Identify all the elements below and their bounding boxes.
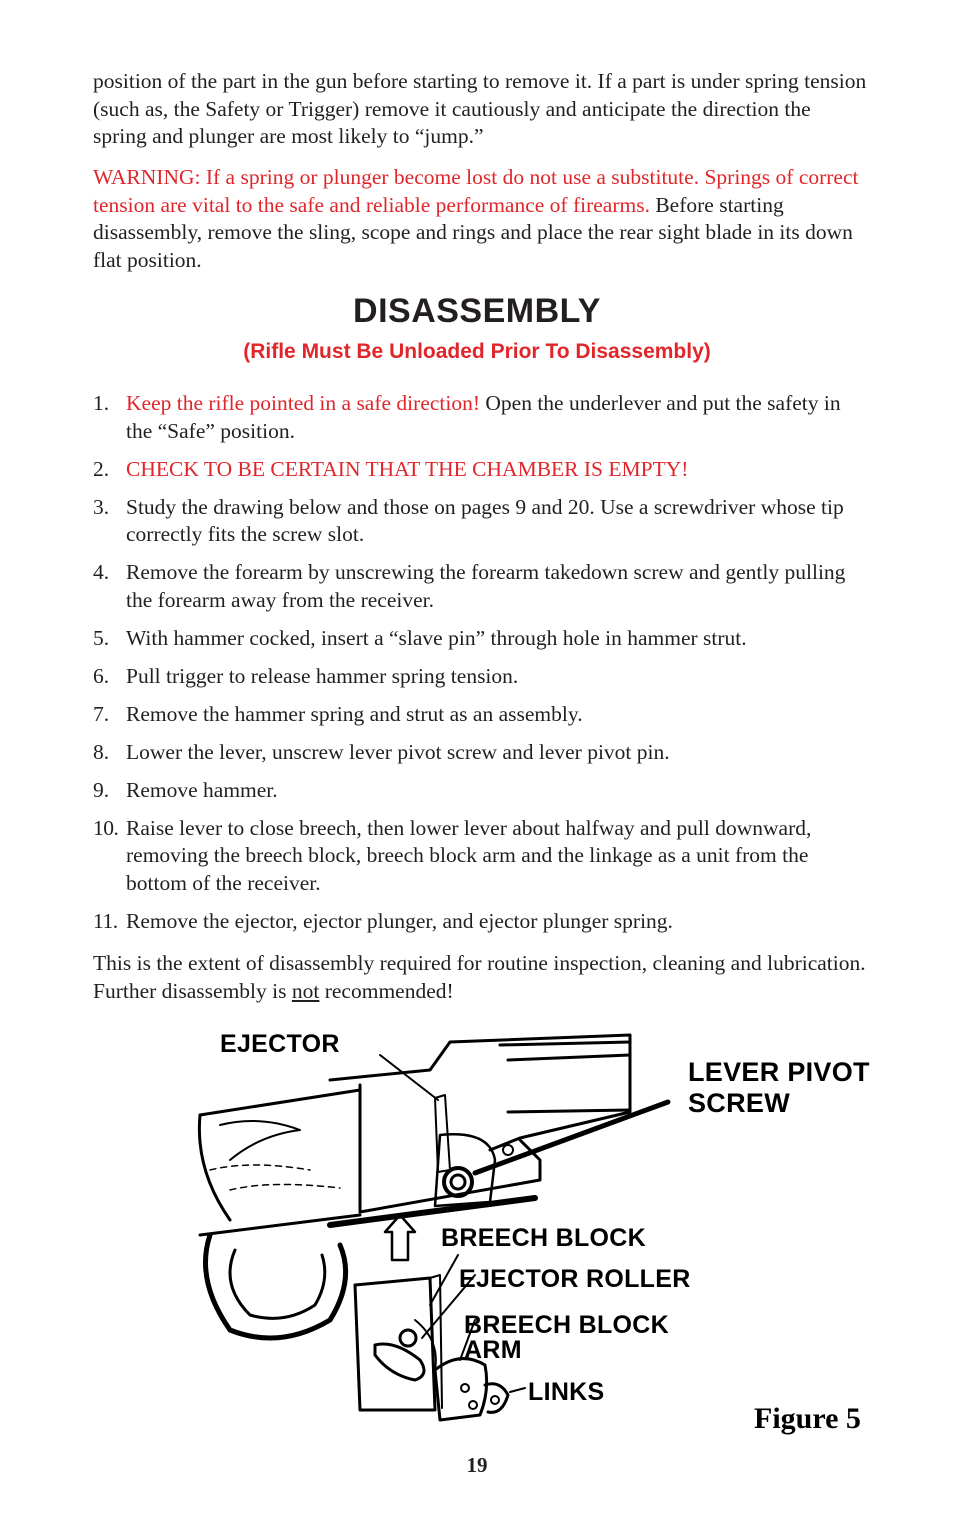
step-text: Open the underlever and put the safety in the “Safe” position.: [126, 391, 841, 443]
label-links: LINKS: [528, 1378, 605, 1406]
step-6: [93, 663, 868, 691]
page-number: 19: [466, 1453, 488, 1477]
step-number: 10.: [93, 815, 119, 840]
label-breech-block-arm: BREECH BLOCK ARM: [464, 1311, 669, 1364]
step-text: With hammer cocked, insert a “slave pin” through hole in hammer strut.: [126, 625, 747, 650]
step-number: 5.: [93, 625, 110, 650]
warning-text: WARNING: If a spring or plunger become lost do not use a substitute. Springs of correct tension are vital to the safe and reliable performance of firearms.: [93, 165, 859, 217]
up-arrow-icon: [385, 1215, 415, 1260]
warning-paragraph: [93, 164, 868, 274]
step-7: [93, 701, 868, 729]
closing-paragraph: [93, 950, 868, 1005]
step-number: 1.: [93, 391, 110, 415]
lever-loop: [206, 1235, 346, 1338]
step-8: [93, 739, 868, 767]
disassembly-steps: [93, 390, 868, 946]
section-title: DISASSEMBLY: [353, 292, 601, 330]
label-ejector-roller: EJECTOR ROLLER: [459, 1265, 691, 1293]
step-text: Remove the forearm by unscrewing the forearm takedown screw and gently pulling the forearm away from the receiver.: [126, 560, 846, 612]
closing-text: This is the extent of disassembly required for routine inspection, cleaning and lubrication. Further disassembly is: [93, 951, 866, 1003]
label-lever-pivot-screw: LEVER PIVOT SCREW: [688, 1057, 870, 1118]
step-1: [93, 390, 868, 445]
step-text: Study the drawing below and those on pages 9 and 20. Use a screwdriver whose tip correctly fits the screw slot.: [126, 494, 844, 546]
step-number: 7.: [93, 701, 110, 726]
step-number: 6.: [93, 663, 110, 688]
step-text: Lower the lever, unscrew lever pivot screw and lever pivot pin.: [126, 739, 670, 764]
breech-block: [355, 1278, 435, 1410]
ejector-roller: [400, 1330, 416, 1346]
step-number: 11.: [93, 908, 118, 933]
barrel: [500, 1042, 630, 1112]
step-text: Remove the hammer spring and strut as an assembly.: [126, 701, 583, 726]
label-ejector: EJECTOR: [220, 1030, 340, 1058]
label-breech-block: BREECH BLOCK: [441, 1224, 646, 1252]
step-10: [93, 815, 868, 898]
step-3: [93, 494, 868, 549]
step-number: 2.: [93, 456, 110, 481]
step-4: [93, 559, 868, 614]
step-9: [93, 777, 868, 805]
step-number: 3.: [93, 494, 110, 519]
step-5: [93, 625, 868, 653]
step-text: Remove the ejector, ejector plunger, and ejector plunger spring.: [126, 908, 673, 933]
step-number: 4.: [93, 560, 110, 584]
warning-followup-text: Before starting disassembly, remove the sling, scope and rings and place the rear sight blade in its down flat position.: [93, 192, 853, 272]
step-number: 9.: [93, 777, 110, 802]
step-warning: CHECK TO BE CERTAIN THAT THE CHAMBER IS EMPTY!: [126, 456, 689, 481]
step-warning: Keep the rifle pointed in a safe direction!: [126, 391, 481, 415]
step-text: Pull trigger to release hammer spring tension.: [126, 663, 519, 688]
section-subtitle: (Rifle Must Be Unloaded Prior To Disassembly): [243, 340, 711, 363]
step-11: [93, 908, 868, 936]
intro-paragraph: position of the part in the gun before starting to remove it. If a part is under spring tension (such as, the Safety or Trigger) remove it cautiously and anticipate the direction the spring and plunger are most likely to “jump.”: [93, 69, 867, 148]
links: [485, 1384, 508, 1413]
step-number: 8.: [93, 739, 110, 764]
figure-caption: Figure 5: [754, 1402, 861, 1435]
stock: [199, 1090, 360, 1235]
step-text: Raise lever to close breech, then lower lever about halfway and pull downward, removing the breech block, breech block arm and the linkage as a unit from the bottom of the receiver.: [126, 815, 812, 895]
step-2: [93, 456, 868, 484]
step-text: Remove hammer.: [126, 777, 278, 802]
closing-text-end: recommended!: [319, 978, 454, 1003]
closing-emphasis: not: [291, 978, 320, 1003]
lever-pivot-screw: [444, 1168, 472, 1196]
